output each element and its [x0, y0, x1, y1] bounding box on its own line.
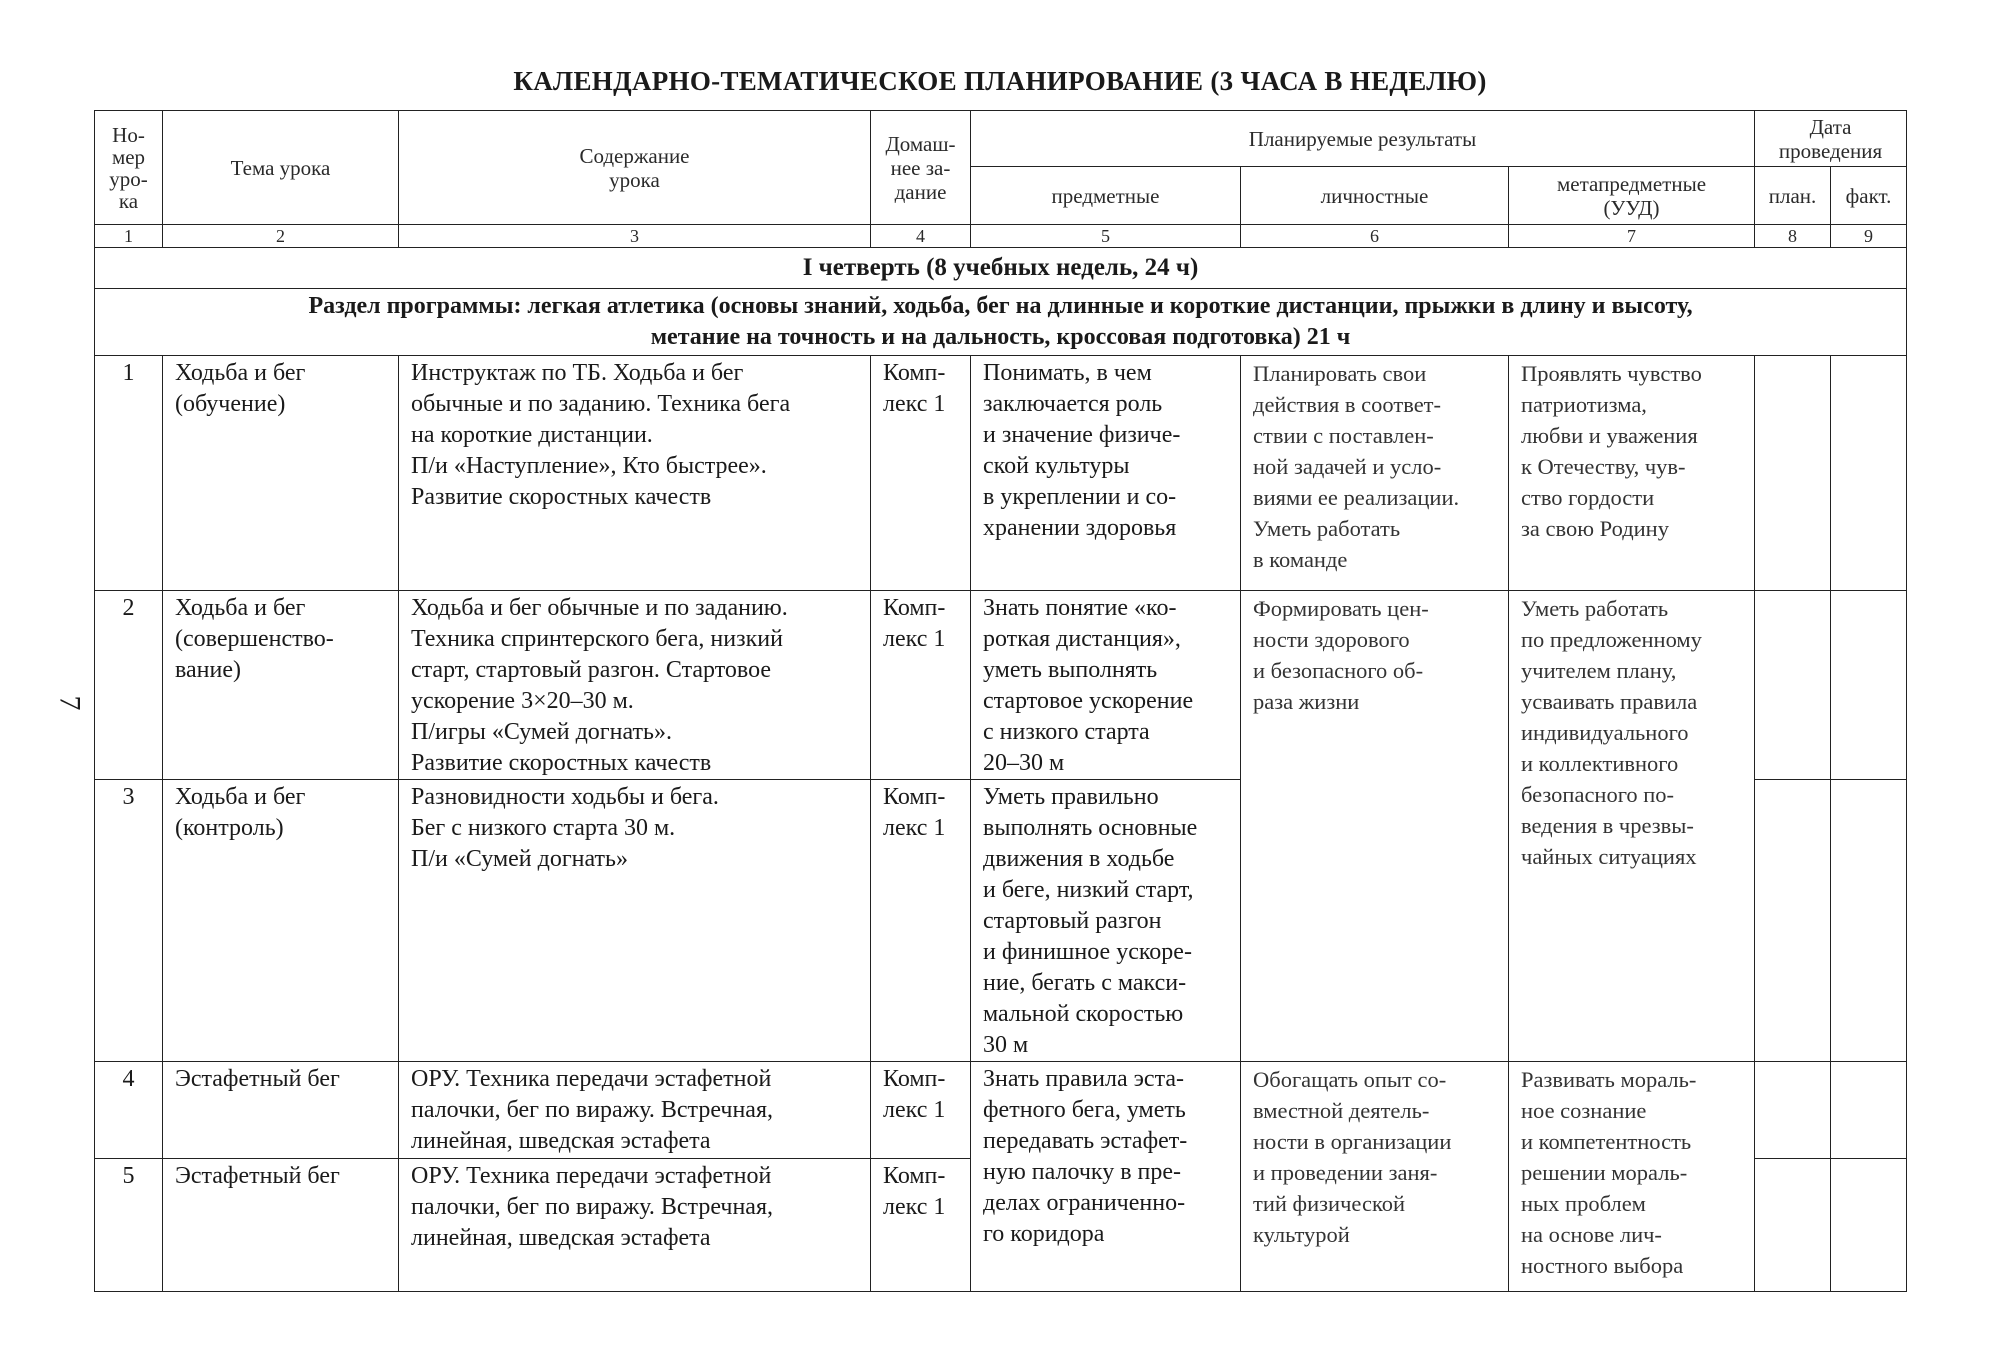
quarter-heading: I четверть (8 учебных недель, 24 ч) [95, 248, 1907, 289]
meta-results: Уметь работать по предложенному учителем плану, усваивать правила индивидуального и коллективного безопасного по- ведения в чрезвы- чайных ситуациях [1509, 591, 1755, 1062]
lesson-number: 3 [95, 780, 163, 1062]
meta-results: Развивать мораль- ное сознание и компетентность решении мораль- ных проблем на основе лич- ностного выбора [1509, 1062, 1755, 1292]
date-fact-cell[interactable] [1831, 356, 1907, 591]
planning-table [94, 110, 1907, 1292]
date-plan-cell[interactable] [1755, 780, 1831, 1062]
table-row [95, 1062, 1907, 1159]
date-plan-cell[interactable] [1755, 1159, 1831, 1292]
lesson-topic: Эстафетный бег [163, 1159, 399, 1292]
lesson-number: 2 [95, 591, 163, 780]
header-planned-results: Планируемые результаты [971, 111, 1755, 167]
column-number: 9 [1831, 225, 1907, 248]
lesson-number: 4 [95, 1062, 163, 1159]
date-plan-cell[interactable] [1755, 1062, 1831, 1159]
date-fact-cell[interactable] [1831, 780, 1907, 1062]
lesson-content: ОРУ. Техника передачи эстафетной палочки, бег по виражу. Встречная, линейная, шведская эстафета [399, 1159, 871, 1292]
column-number: 6 [1241, 225, 1509, 248]
lesson-topic: Ходьба и бег (обучение) [163, 356, 399, 591]
header-meta-results: метапредметные (УУД) [1509, 167, 1755, 225]
header-lesson-content: Содержание урока [399, 111, 871, 225]
lesson-number: 1 [95, 356, 163, 591]
lesson-content: Разновидности ходьбы и бега. Бег с низкого старта 30 м. П/и «Сумей догнать» [399, 780, 871, 1062]
personal-results: Формировать цен- ности здорового и безопасного об- раза жизни [1241, 591, 1509, 1062]
header-lesson-number: Но- мер уро- ка [95, 111, 163, 225]
subject-results: Знать правила эста- фетного бега, уметь передавать эстафет- ную палочку в пре- делах ограниченно- го коридора [971, 1062, 1241, 1292]
section-heading: Раздел программы: легкая атлетика (основы знаний, ходьба, бег на длинные и короткие дистанции, прыжки в длину и высоту, метание на точность и на дальность, кроссовая подготовка) 21 ч [95, 289, 1907, 356]
column-number: 4 [871, 225, 971, 248]
header-date: Дата проведения [1755, 111, 1907, 167]
header-homework: Домаш- нее за- дание [871, 111, 971, 225]
date-fact-cell[interactable] [1831, 1062, 1907, 1159]
lesson-homework: Комп- лекс 1 [871, 780, 971, 1062]
date-plan-cell[interactable] [1755, 591, 1831, 780]
lesson-topic: Эстафетный бег [163, 1062, 399, 1159]
lesson-homework: Комп- лекс 1 [871, 591, 971, 780]
header-fact: факт. [1831, 167, 1907, 225]
lesson-number: 5 [95, 1159, 163, 1292]
personal-results: Планировать свои действия в соответ- ствии с поставлен- ной задачей и усло- виями ее реализации. Уметь работать в команде [1241, 356, 1509, 591]
column-number: 2 [163, 225, 399, 248]
date-plan-cell[interactable] [1755, 356, 1831, 591]
header-plan: план. [1755, 167, 1831, 225]
column-number: 7 [1509, 225, 1755, 248]
lesson-homework: Комп- лекс 1 [871, 1159, 971, 1292]
lesson-content: Ходьба и бег обычные и по заданию. Техника спринтерского бега, низкий старт, стартовый разгон. Стартовое ускорение 3×20–30 м. П/игры «Сумей догнать». Развитие скоростных качеств [399, 591, 871, 780]
lesson-homework: Комп- лекс 1 [871, 1062, 971, 1159]
header-personal-results: личностные [1241, 167, 1509, 225]
page-title: КАЛЕНДАРНО-ТЕМАТИЧЕСКОЕ ПЛАНИРОВАНИЕ (3 ЧАСА В НЕДЕЛЮ) [513, 66, 1487, 96]
lesson-content: ОРУ. Техника передачи эстафетной палочки, бег по виражу. Встречная, линейная, шведская эстафета [399, 1062, 871, 1159]
header-subject-results: предметные [971, 167, 1241, 225]
meta-results: Проявлять чувство патриотизма, любви и уважения к Отечеству, чув- ство гордости за свою Родину [1509, 356, 1755, 591]
page-number: 7 [53, 695, 87, 711]
table-row [95, 356, 1907, 591]
column-number: 5 [971, 225, 1241, 248]
lesson-topic: Ходьба и бег (контроль) [163, 780, 399, 1062]
subject-results: Знать понятие «ко- роткая дистанция», уметь выполнять стартовое ускорение с низкого старта 20–30 м [971, 591, 1241, 780]
lesson-content: Инструктаж по ТБ. Ходьба и бег обычные и по заданию. Техника бега на короткие дистанции. П/и «Наступление», Кто быстрее». Развитие скоростных качеств [399, 356, 871, 591]
column-number: 3 [399, 225, 871, 248]
column-numbers-row [95, 225, 1907, 248]
header-lesson-topic: Тема урока [163, 111, 399, 225]
date-fact-cell[interactable] [1831, 1159, 1907, 1292]
date-fact-cell[interactable] [1831, 591, 1907, 780]
column-number: 1 [95, 225, 163, 248]
column-number: 8 [1755, 225, 1831, 248]
table-row [95, 591, 1907, 780]
lesson-topic: Ходьба и бег (совершенство- вание) [163, 591, 399, 780]
lesson-homework: Комп- лекс 1 [871, 356, 971, 591]
subject-results: Уметь правильно выполнять основные движения в ходьбе и беге, низкий старт, стартовый разгон и финишное ускоре- ние, бегать с макси- мальной скоростью 30 м [971, 780, 1241, 1062]
personal-results: Обогащать опыт со- вместной деятель- ности в организации и проведении заня- тий физической культурой [1241, 1062, 1509, 1292]
subject-results: Понимать, в чем заключается роль и значение физиче- ской культуры в укреплении и со- хранении здоровья [971, 356, 1241, 591]
